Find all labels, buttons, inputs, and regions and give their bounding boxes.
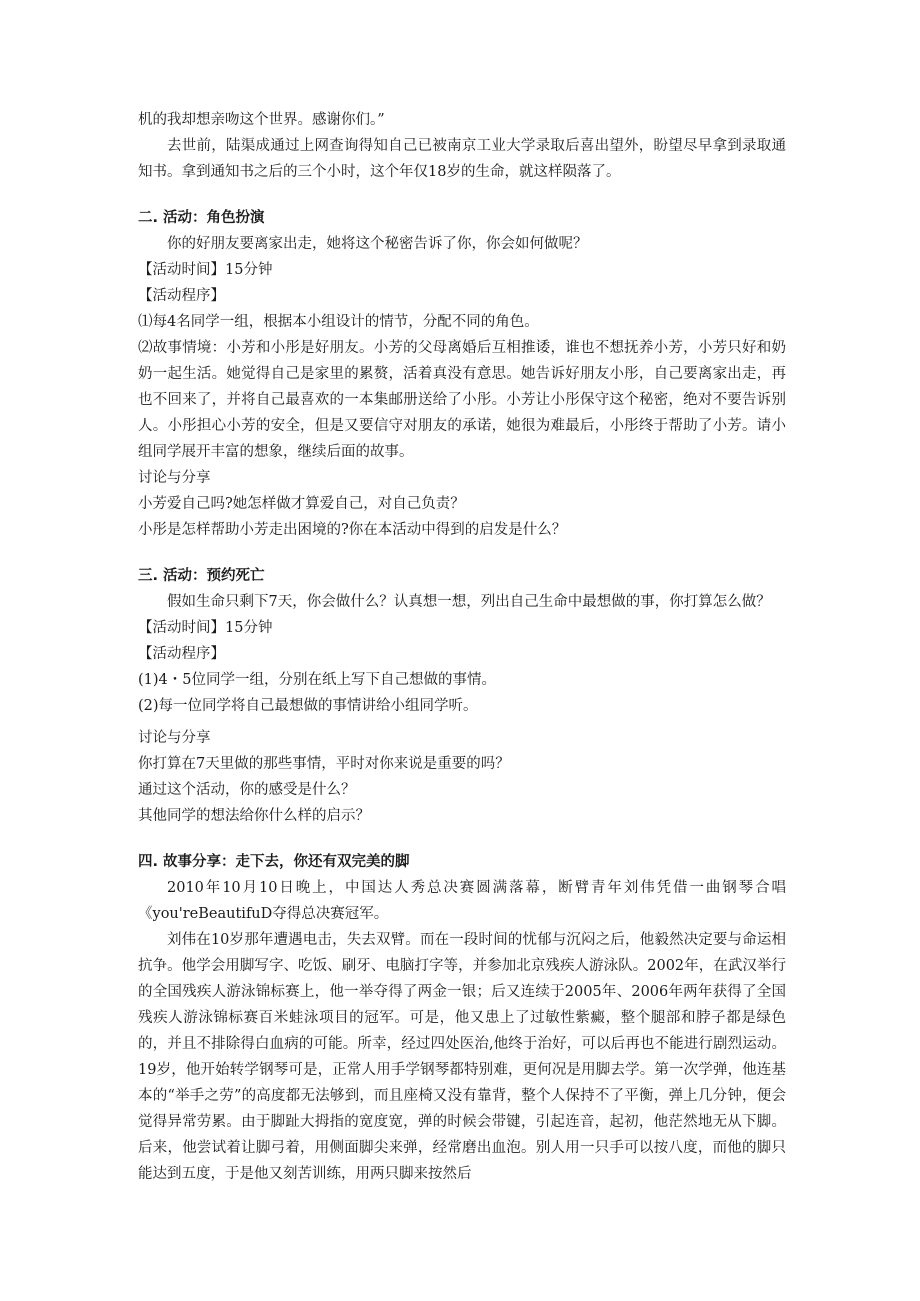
section2-discussion-label: 讨论与分享 — [138, 470, 211, 486]
section3-time: 【活动时间】15分钟 — [138, 620, 273, 636]
section3-q3: 其他同学的想法给你什么样的启示？ — [138, 808, 370, 824]
section3-heading: 三. 活动：预约死亡 — [138, 568, 265, 584]
section2-heading: 二. 活动：角色扮演 — [138, 210, 265, 226]
section3-procedure-label: 【活动程序】 — [138, 646, 225, 662]
section2-q2: 小彤是怎样帮助小芳走出困境的?你在本活动中得到的启发是什么？ — [138, 522, 567, 538]
section2-step2: ⑵故事情境：小芳和小彤是好朋友。小芳的父母离婚后互相推诿，谁也不想抚养小芳，小芳只好和奶奶一起生活。她觉得自己是家里的累赘，活着真没有意思。她告诉好朋友小彤，自己要离家出走，再也不回来了，并将自己最喜欢的一本集邮册送给了小彤。小芳让小彤保守这个秘密，绝对不要告诉别人。小彤担心小芳的安全，但是又要信守对朋友的承诺，她很为难最后，小彤终于帮助了小芳。请小组同学展开丰富的想象，继续后面的故事。 — [138, 340, 786, 460]
section4-paragraph-2: 刘伟在10岁那年遭遇电击，失去双臂。而在一段时间的忧郁与沉闷之后，他毅然决定要与命运相抗争。他学会用脚写字、吃饭、刷牙、电脑打字等，并参加北京残疾人游泳队。2002年，在武汉举行的全国残疾人游泳锦标赛上，他一举夺得了两金一银；后又连续于2005年、2006年两年获得了全国残疾人游泳锦标赛百米蛙泳项目的冠军。可是，他又患上了过敏性紫癜，整个腿部和脖子都是绿色的，并且不排除得白血病的可能。所幸，经过四处医治,他终于治好，可以后再也不能进行剧烈运动。19岁，他开始转学钢琴可是，正常人用手学钢琴都特别难，更何况是用脚去学。第一次学弹，他连基本的“举手之劳”的高度都无法够到，而且座椅又没有靠背，整个人保持不了平衡，弹上几分钟，便会觉得异常劳累。由于脚趾大拇指的宽度宽，弹的时候会带键，引起连音，起初，他茫然地无从下脚。后来，他尝试着让脚弓着，用侧面脚尖来弹，经常磨出血泡。别人用一只手可以按八度，而他的脚只能达到五度，于是他又刻苦训练，用两只脚来按然后 — [138, 932, 786, 1182]
section3-question: 假如生命只剩下7天，你会做什么？认真想一想，列出自己生命中最想做的事，你打算怎么做？ — [167, 594, 771, 610]
section2-step1: ⑴每4名同学一组，根据本小组设计的情节，分配不同的角色。 — [138, 314, 539, 330]
section4-paragraph-1: 2010年10月10日晚上，中国达人秀总决赛圆满落幕，断臂青年刘伟凭借一曲钢琴合唱《you'reBeautifuD夺得总决赛冠军。 — [138, 880, 786, 922]
section3-q1: 你打算在7天里做的那些事情，平时对你来说是重要的吗？ — [138, 756, 510, 772]
section3-step1: (1)4・5位同学一组，分别在纸上写下自己想做的事情。 — [138, 672, 496, 688]
section4-heading: 四. 故事分享：走下去，你还有双完美的脚 — [138, 854, 410, 870]
section2-q1: 小芳爱自己吗?她怎样做才算爱自己，对自己负责？ — [138, 496, 465, 512]
document-body — [138, 107, 786, 1187]
section3-step2: (2)每一位同学将自己最想做的事情讲给小组同学听。 — [138, 698, 478, 714]
intro-quote-end: 机的我却想亲吻这个世界。感谢你们。” — [138, 112, 385, 128]
intro-paragraph: 去世前，陆渠成通过上网查询得知自己已被南京工业大学录取后喜出望外，盼望尽早拿到录取通知书。拿到通知书之后的三个小时，这个年仅18岁的生命，就这样陨落了。 — [138, 138, 786, 180]
section2-time: 【活动时间】15分钟 — [138, 262, 273, 278]
section3-q2: 通过这个活动，你的感受是什么？ — [138, 782, 356, 798]
section3-discussion-label: 讨论与分享 — [138, 730, 211, 746]
section2-procedure-label: 【活动程序】 — [138, 288, 225, 304]
section2-question: 你的好朋友要离家出走，她将这个秘密告诉了你，你会如何做呢？ — [167, 236, 588, 252]
